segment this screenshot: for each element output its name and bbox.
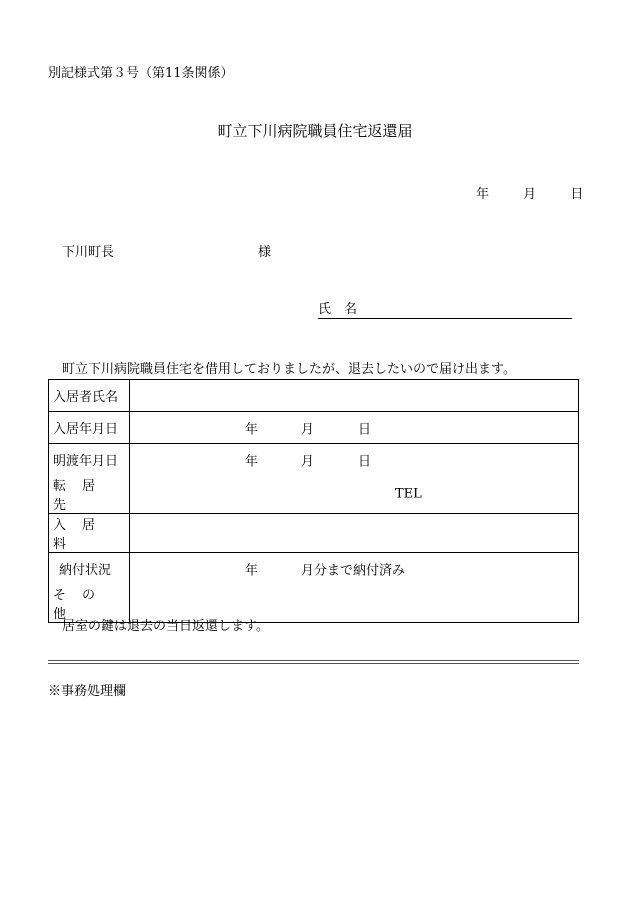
office-use-label: ※事務処理欄 <box>48 684 127 699</box>
resident-name-label: 入居者氏名 <box>49 380 130 412</box>
applicant-name-field[interactable] <box>318 298 572 319</box>
rent-label: 入居料 <box>49 514 130 553</box>
return-form-table <box>48 379 579 623</box>
form-number: 別記様式第３号（第11条関係） <box>48 66 234 81</box>
honorific: 様 <box>258 245 272 260</box>
table-row <box>49 380 579 412</box>
recipient: 下川町長 <box>62 245 115 260</box>
date-day: 日 <box>570 187 584 202</box>
payment-status-field[interactable] <box>130 553 579 585</box>
handover-date-field[interactable] <box>130 444 579 476</box>
move-in-date-label: 入居年月日 <box>49 412 130 444</box>
table-row <box>49 475 579 514</box>
resident-name-field[interactable] <box>130 380 579 412</box>
statement: 町立下川病院職員住宅を借用しておりましたが、退去したいので届け出ます。 <box>62 362 516 377</box>
move-in-month: 月 <box>301 422 315 437</box>
key-return-note: 居室の鍵は退去の当日返還します。 <box>62 619 269 634</box>
date-year: 年 <box>476 187 490 202</box>
relocation-field[interactable] <box>130 475 579 514</box>
handover-date-label: 明渡年月日 <box>49 444 130 476</box>
other-label: その他 <box>49 584 130 623</box>
table-row <box>49 412 579 444</box>
tel-label: TEL <box>395 486 422 502</box>
move-in-date-field[interactable] <box>130 412 579 444</box>
date-month: 月 <box>523 187 537 202</box>
document-title: 町立下川病院職員住宅返還届 <box>217 122 413 140</box>
move-in-day: 日 <box>358 422 372 437</box>
rent-field[interactable] <box>130 514 579 553</box>
table-row <box>49 514 579 553</box>
date-line <box>476 183 583 202</box>
handover-year: 年 <box>245 454 259 469</box>
payment-year: 年 <box>245 563 259 578</box>
name-label: 氏 名 <box>318 302 358 317</box>
handover-month: 月 <box>301 454 315 469</box>
table-row <box>49 553 579 585</box>
table-row <box>49 444 579 476</box>
payment-suffix: 月分まで納付済み <box>301 563 406 578</box>
relocation-label: 転居先 <box>49 475 130 514</box>
handover-day: 日 <box>358 454 372 469</box>
payment-status-label: 納付状況 <box>49 553 130 585</box>
divider <box>48 660 579 664</box>
move-in-year: 年 <box>245 422 259 437</box>
